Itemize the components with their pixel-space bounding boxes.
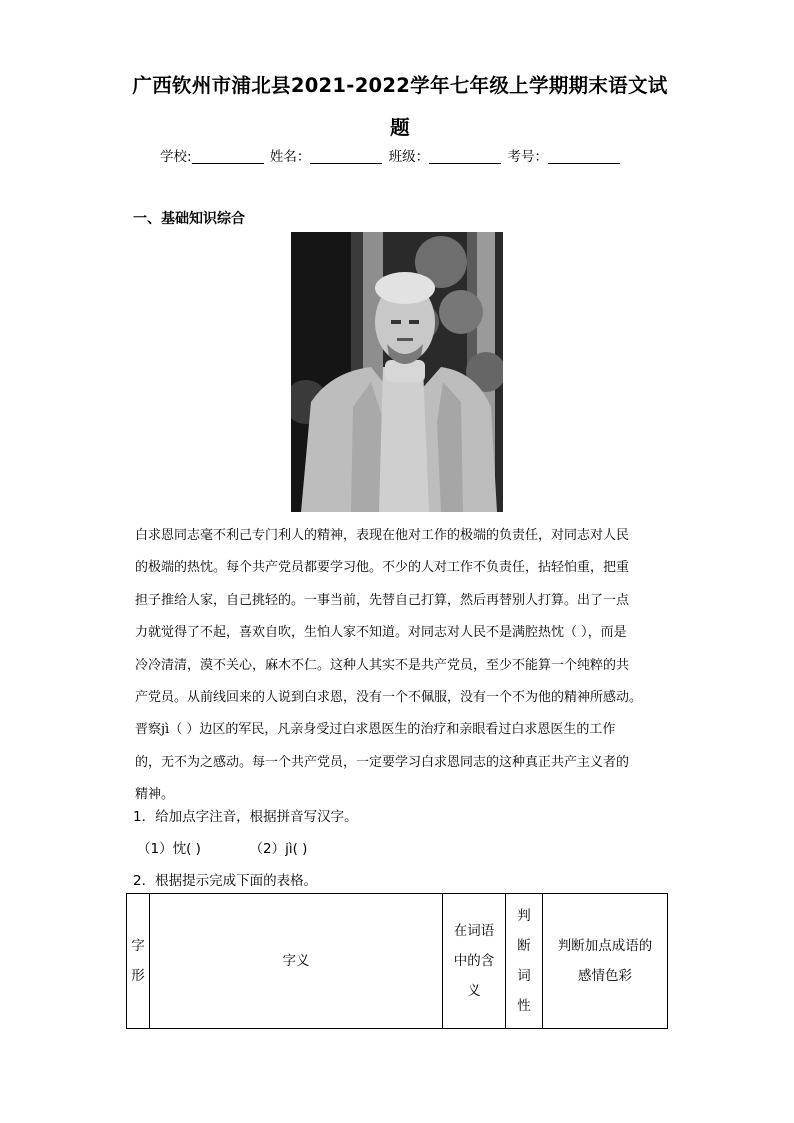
table-header-cell: 在词语中的含义 xyxy=(443,894,506,1029)
name-label: 姓名： xyxy=(269,149,311,165)
portrait-photo xyxy=(291,232,503,512)
passage-line: 产党员。从前线回来的人说到白求恩，没有一个不佩服，没有一个不为他的精神所感动。 xyxy=(135,690,643,706)
section-heading: 一、基础知识综合 xyxy=(133,211,245,227)
exam-title-line2: 题 xyxy=(390,116,410,139)
question-1: 1．给加点字注音，根据拼音写汉字。 xyxy=(133,809,358,825)
school-label: 学校: xyxy=(160,149,192,165)
question-1-subitems xyxy=(137,837,307,857)
question-1-sub-1[interactable]: （1）忱( ) xyxy=(137,841,201,857)
passage-line: 冷冷清清，漠不关心，麻木不仁。这种人其实不是共产党员，至少不能算一个纯粹的共 xyxy=(135,657,630,673)
table-header-cell: 判断加点成语的感情色彩 xyxy=(543,894,668,1029)
student-info-line xyxy=(160,145,622,165)
table-header-cell: 判断词性 xyxy=(506,894,543,1029)
reading-passage xyxy=(135,520,663,812)
table-header-row xyxy=(127,894,668,1029)
question-2: 2．根据提示完成下面的表格。 xyxy=(133,873,318,889)
answer-table xyxy=(126,893,668,1029)
passage-line: 的，无不为之感动。每一个共产党员，一定要学习白求恩同志的这种真正共产主义者的 xyxy=(135,754,630,770)
passage-line: 晋察jì（ ）边区的军民，凡亲身受过白求恩医生的治疗和亲眼看过白求恩医生的工作 xyxy=(135,722,616,738)
passage-line: 的极端的热忱。每个共产党员都要学习他。不少的人对工作不负责任，拈轻怕重，把重 xyxy=(135,560,630,576)
exam-number-blank[interactable] xyxy=(548,149,620,164)
passage-line: 担子推给人家，自己挑轻的。一事当前，先替自己打算，然后再替别人打算。出了一点 xyxy=(135,592,630,608)
passage-line: 白求恩同志毫不利己专门利人的精神，表现在他对工作的极端的负责任，对同志对人民 xyxy=(135,528,630,543)
passage-line: 力就觉得了不起，喜欢自吹，生怕人家不知道。对同志对人民不是满腔热忱（ ），而是 xyxy=(135,625,627,641)
exam-title-line1: 广西钦州市浦北县2021-2022学年七年级上学期期末语文试 xyxy=(132,74,668,97)
school-blank[interactable] xyxy=(192,149,264,164)
class-blank[interactable] xyxy=(429,149,501,164)
question-1-sub-2[interactable]: （2）jì( ) xyxy=(249,841,308,857)
table-header-cell: 字义 xyxy=(150,894,443,1029)
passage-line: 精神。 xyxy=(135,787,175,803)
class-label: 班级： xyxy=(388,149,430,165)
name-blank[interactable] xyxy=(310,149,382,164)
table-header-cell: 字形 xyxy=(127,894,150,1029)
exam-number-label: 考号： xyxy=(507,149,548,165)
